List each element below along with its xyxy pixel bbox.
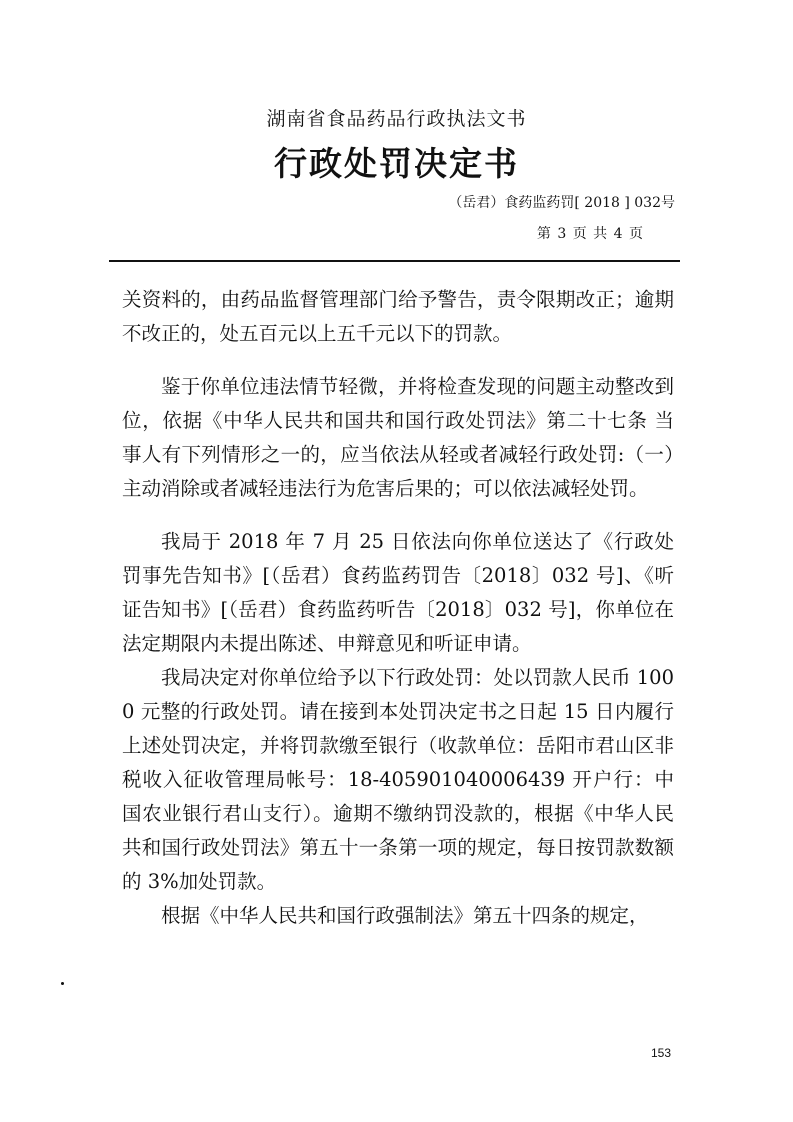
body-paragraph-penalty-decision: 我局决定对你单位给予以下行政处罚：处以罚款人民币 1000 元整的行政处罚。请在接到本处罚决定书之日起 15 日内履行上述处罚决定，并将罚款缴至银行（收款单位：岳阳市君山区非税收入征收管理局帐号：18-405901040006439 开户行：中国农业银行君山支行）。逾期不缴纳罚没款的，根据《中华人民共和国行政处罚法》第五十一条第一项的规定，每日按罚款数额的 3%加处罚款。 bbox=[122, 666, 674, 893]
document-body bbox=[122, 283, 674, 933]
body-paragraph-continued: 关资料的，由药品监督管理部门给予警告，责令限期改正；逾期不改正的，处五百元以上五千元以下的罚款。 bbox=[122, 288, 674, 345]
document-number: （岳君）食药监药罚[ 2018 ] 032号 bbox=[448, 195, 675, 211]
issuing-organization: 湖南省食品药品行政执法文书 bbox=[266, 108, 527, 130]
body-paragraph-mitigation: 鉴于你单位违法情节轻微，并将检查发现的问题主动整改到位，依据《中华人民共和国共和国行政处罚法》第二十七条 当事人有下列情形之一的，应当依法从轻或者减轻行政处罚:（一）主动消除或者减轻违法行为危害后果的；可以依法减轻处罚。 bbox=[122, 375, 674, 500]
page-indicator: 第 3 页 共 4 页 bbox=[536, 226, 643, 242]
document-title: 行政处罚决定书 bbox=[274, 144, 519, 183]
page-number: 153 bbox=[650, 1046, 671, 1060]
body-paragraph-enforcement: 根据《中华人民共和国行政强制法》第五十四条的规定， bbox=[161, 904, 649, 927]
margin-dot bbox=[61, 982, 64, 985]
header-divider bbox=[109, 260, 680, 262]
body-paragraph-notification: 我局于 2018 年 7 月 25 日依法向你单位送达了《行政处罚事先告知书》[（岳君）食药监药罚告〔2018〕032 号]、《听证告知书》[（岳君）食药监药听告〔2018〕032 号]，你单位在法定期限内未提出陈述、申辩意见和听证申请。 bbox=[122, 530, 674, 655]
